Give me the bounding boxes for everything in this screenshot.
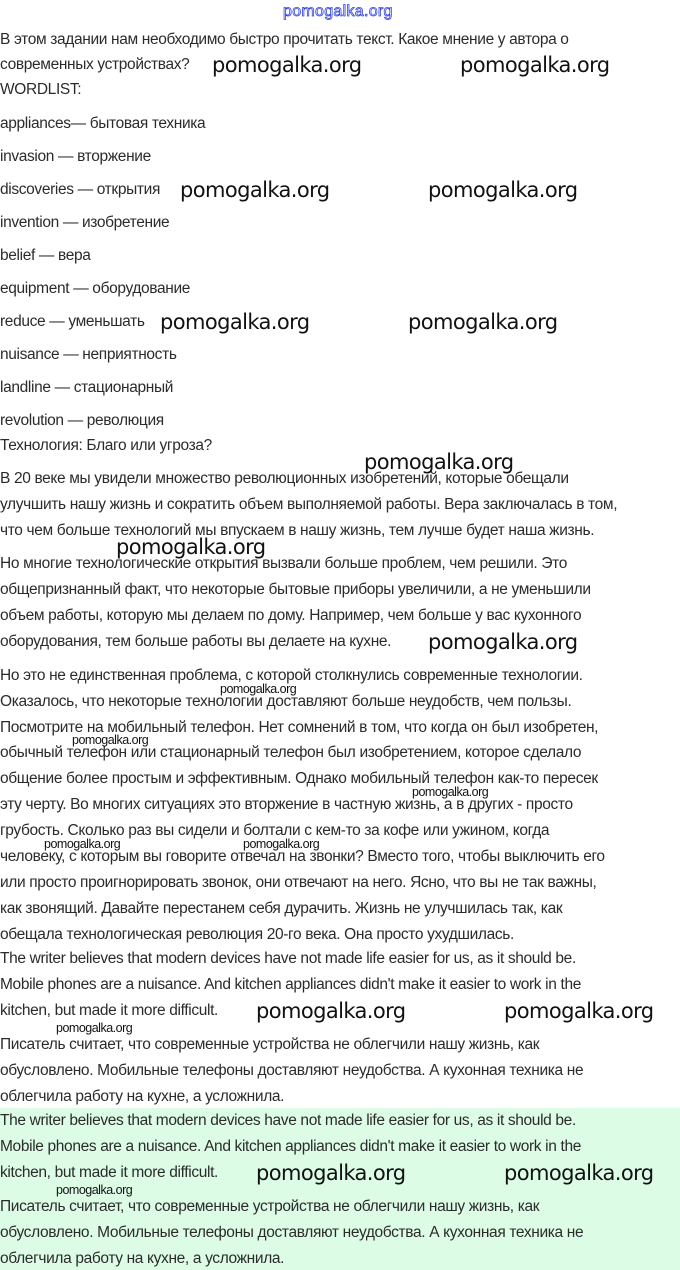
watermark: pomogalka.org	[256, 999, 406, 1023]
text-line: appliances— бытовая техника	[0, 115, 206, 132]
text-line: Mobile phones are a nuisance. And kitchen appliances didn't make it easier to work in the	[0, 1138, 581, 1155]
watermark: pomogalka.org	[243, 837, 320, 851]
watermark: pomogalka.org	[460, 53, 610, 77]
header-watermark: pomogalka.org	[283, 3, 393, 20]
text-line: kitchen, but made it more difficult.	[0, 1164, 219, 1181]
text-line: Технология: Благо или угроза?	[0, 437, 212, 454]
text-line: belief — вера	[0, 247, 91, 264]
text-line: invention — изобретение	[0, 214, 170, 231]
watermark: pomogalka.org	[412, 785, 489, 799]
text-line: revolution — революция	[0, 412, 164, 429]
text-line: Mobile phones are a nuisance. And kitchen appliances didn't make it easier to work in the	[0, 976, 581, 993]
watermark: pomogalka.org	[364, 450, 514, 474]
text-line: landline — стационарный	[0, 379, 174, 396]
text-line: облегчила работу на кухне, а усложнила.	[0, 1250, 285, 1267]
text-line: обещала технологическая революция 20-го века. Она просто ухудшилась.	[0, 926, 514, 943]
watermark: pomogalka.org	[504, 1161, 654, 1185]
watermark: pomogalka.org	[428, 630, 578, 654]
text-line: equipment — оборудование	[0, 280, 191, 297]
text-line: The writer believes that modern devices have not made life easier for us, as it should be.	[0, 1112, 576, 1129]
text-line: эту черту. Во многих ситуациях это вторжение в частную жизнь, а в других - просто	[0, 796, 573, 813]
watermark: pomogalka.org	[116, 535, 266, 559]
watermark: pomogalka.org	[160, 310, 310, 334]
text-line: объем работы, которую мы делаем по дому. Например, чем больше у вас кухонного	[0, 607, 582, 624]
watermark: pomogalka.org	[256, 1161, 406, 1185]
text-line: обусловлено. Мобильные телефоны доставляют неудобства. А кухонная техника не	[0, 1224, 584, 1241]
text-line: Оказалось, что некоторые технологии доставляют больше неудобств, чем пользы.	[0, 693, 572, 710]
text-line: reduce — уменьшать	[0, 313, 145, 330]
text-line: Писатель считает, что современные устройства не облегчили нашу жизнь, как	[0, 1036, 540, 1053]
text-line: или просто проигнорировать звонок, они отвечают на него. Ясно, что вы не так важны,	[0, 874, 597, 891]
watermark: pomogalka.org	[44, 837, 121, 851]
text-line: что чем больше технологий мы впускаем в нашу жизнь, тем лучше будет наша жизнь.	[0, 522, 595, 539]
text-line: В этом задании нам необходимо быстро прочитать текст. Какое мнение у автора о	[0, 31, 569, 48]
text-line: оборудования, тем больше работы вы делаете на кухне.	[0, 633, 392, 650]
text-line: облегчила работу на кухне, а усложнила.	[0, 1088, 285, 1105]
text-line: WORDLIST:	[0, 81, 82, 98]
text-line: человеку, с которым вы говорите отвечал на звонки? Вместо того, чтобы выключить его	[0, 848, 605, 865]
text-line: invasion — вторжение	[0, 148, 151, 165]
text-line: nuisance — неприятность	[0, 346, 177, 363]
text-line: discoveries — открытия	[0, 181, 161, 198]
text-line: обычный телефон или стационарный телефон был изобретением, которое сделало	[0, 744, 582, 761]
text-line: Но многие технологические открытия вызвали больше проблем, чем решили. Это	[0, 555, 567, 572]
text-line: современных устройствах?	[0, 56, 190, 73]
text-line: общепризнанный факт, что некоторые бытовые приборы увеличили, а не уменьшили	[0, 581, 591, 598]
watermark: pomogalka.org	[504, 999, 654, 1023]
watermark: pomogalka.org	[72, 733, 149, 747]
text-line: Но это не единственная проблема, с которой столкнулись современные технологии.	[0, 667, 583, 684]
text-line: В 20 веке мы увидели множество революционных изобретений, которые обещали	[0, 470, 569, 487]
watermark: pomogalka.org	[180, 178, 330, 202]
watermark: pomogalka.org	[408, 310, 558, 334]
watermark: pomogalka.org	[56, 1183, 133, 1197]
text-line: как звонящий. Давайте перестанем себя дурачить. Жизнь не улучшилась так, как	[0, 900, 563, 917]
text-line: The writer believes that modern devices have not made life easier for us, as it should be.	[0, 950, 576, 967]
text-line: общение более простым и эффективным. Однако мобильный телефон как-то пересек	[0, 770, 598, 787]
watermark: pomogalka.org	[428, 178, 578, 202]
watermark: pomogalka.org	[212, 53, 362, 77]
text-line: улучшить нашу жизнь и сократить объем выполняемой работы. Вера заключалась в том,	[0, 496, 618, 513]
text-line: грубость. Сколько раз вы сидели и болтали с кем-то за кофе или ужином, когда	[0, 822, 550, 839]
text-line: Писатель считает, что современные устройства не облегчили нашу жизнь, как	[0, 1198, 540, 1215]
watermark: pomogalka.org	[56, 1021, 133, 1035]
text-line: обусловлено. Мобильные телефоны доставляют неудобства. А кухонная техника не	[0, 1062, 584, 1079]
text-line: kitchen, but made it more difficult.	[0, 1002, 219, 1019]
text-line: Посмотрите на мобильный телефон. Нет сомнений в том, что когда он был изобретен,	[0, 719, 599, 736]
watermark: pomogalka.org	[220, 682, 297, 696]
